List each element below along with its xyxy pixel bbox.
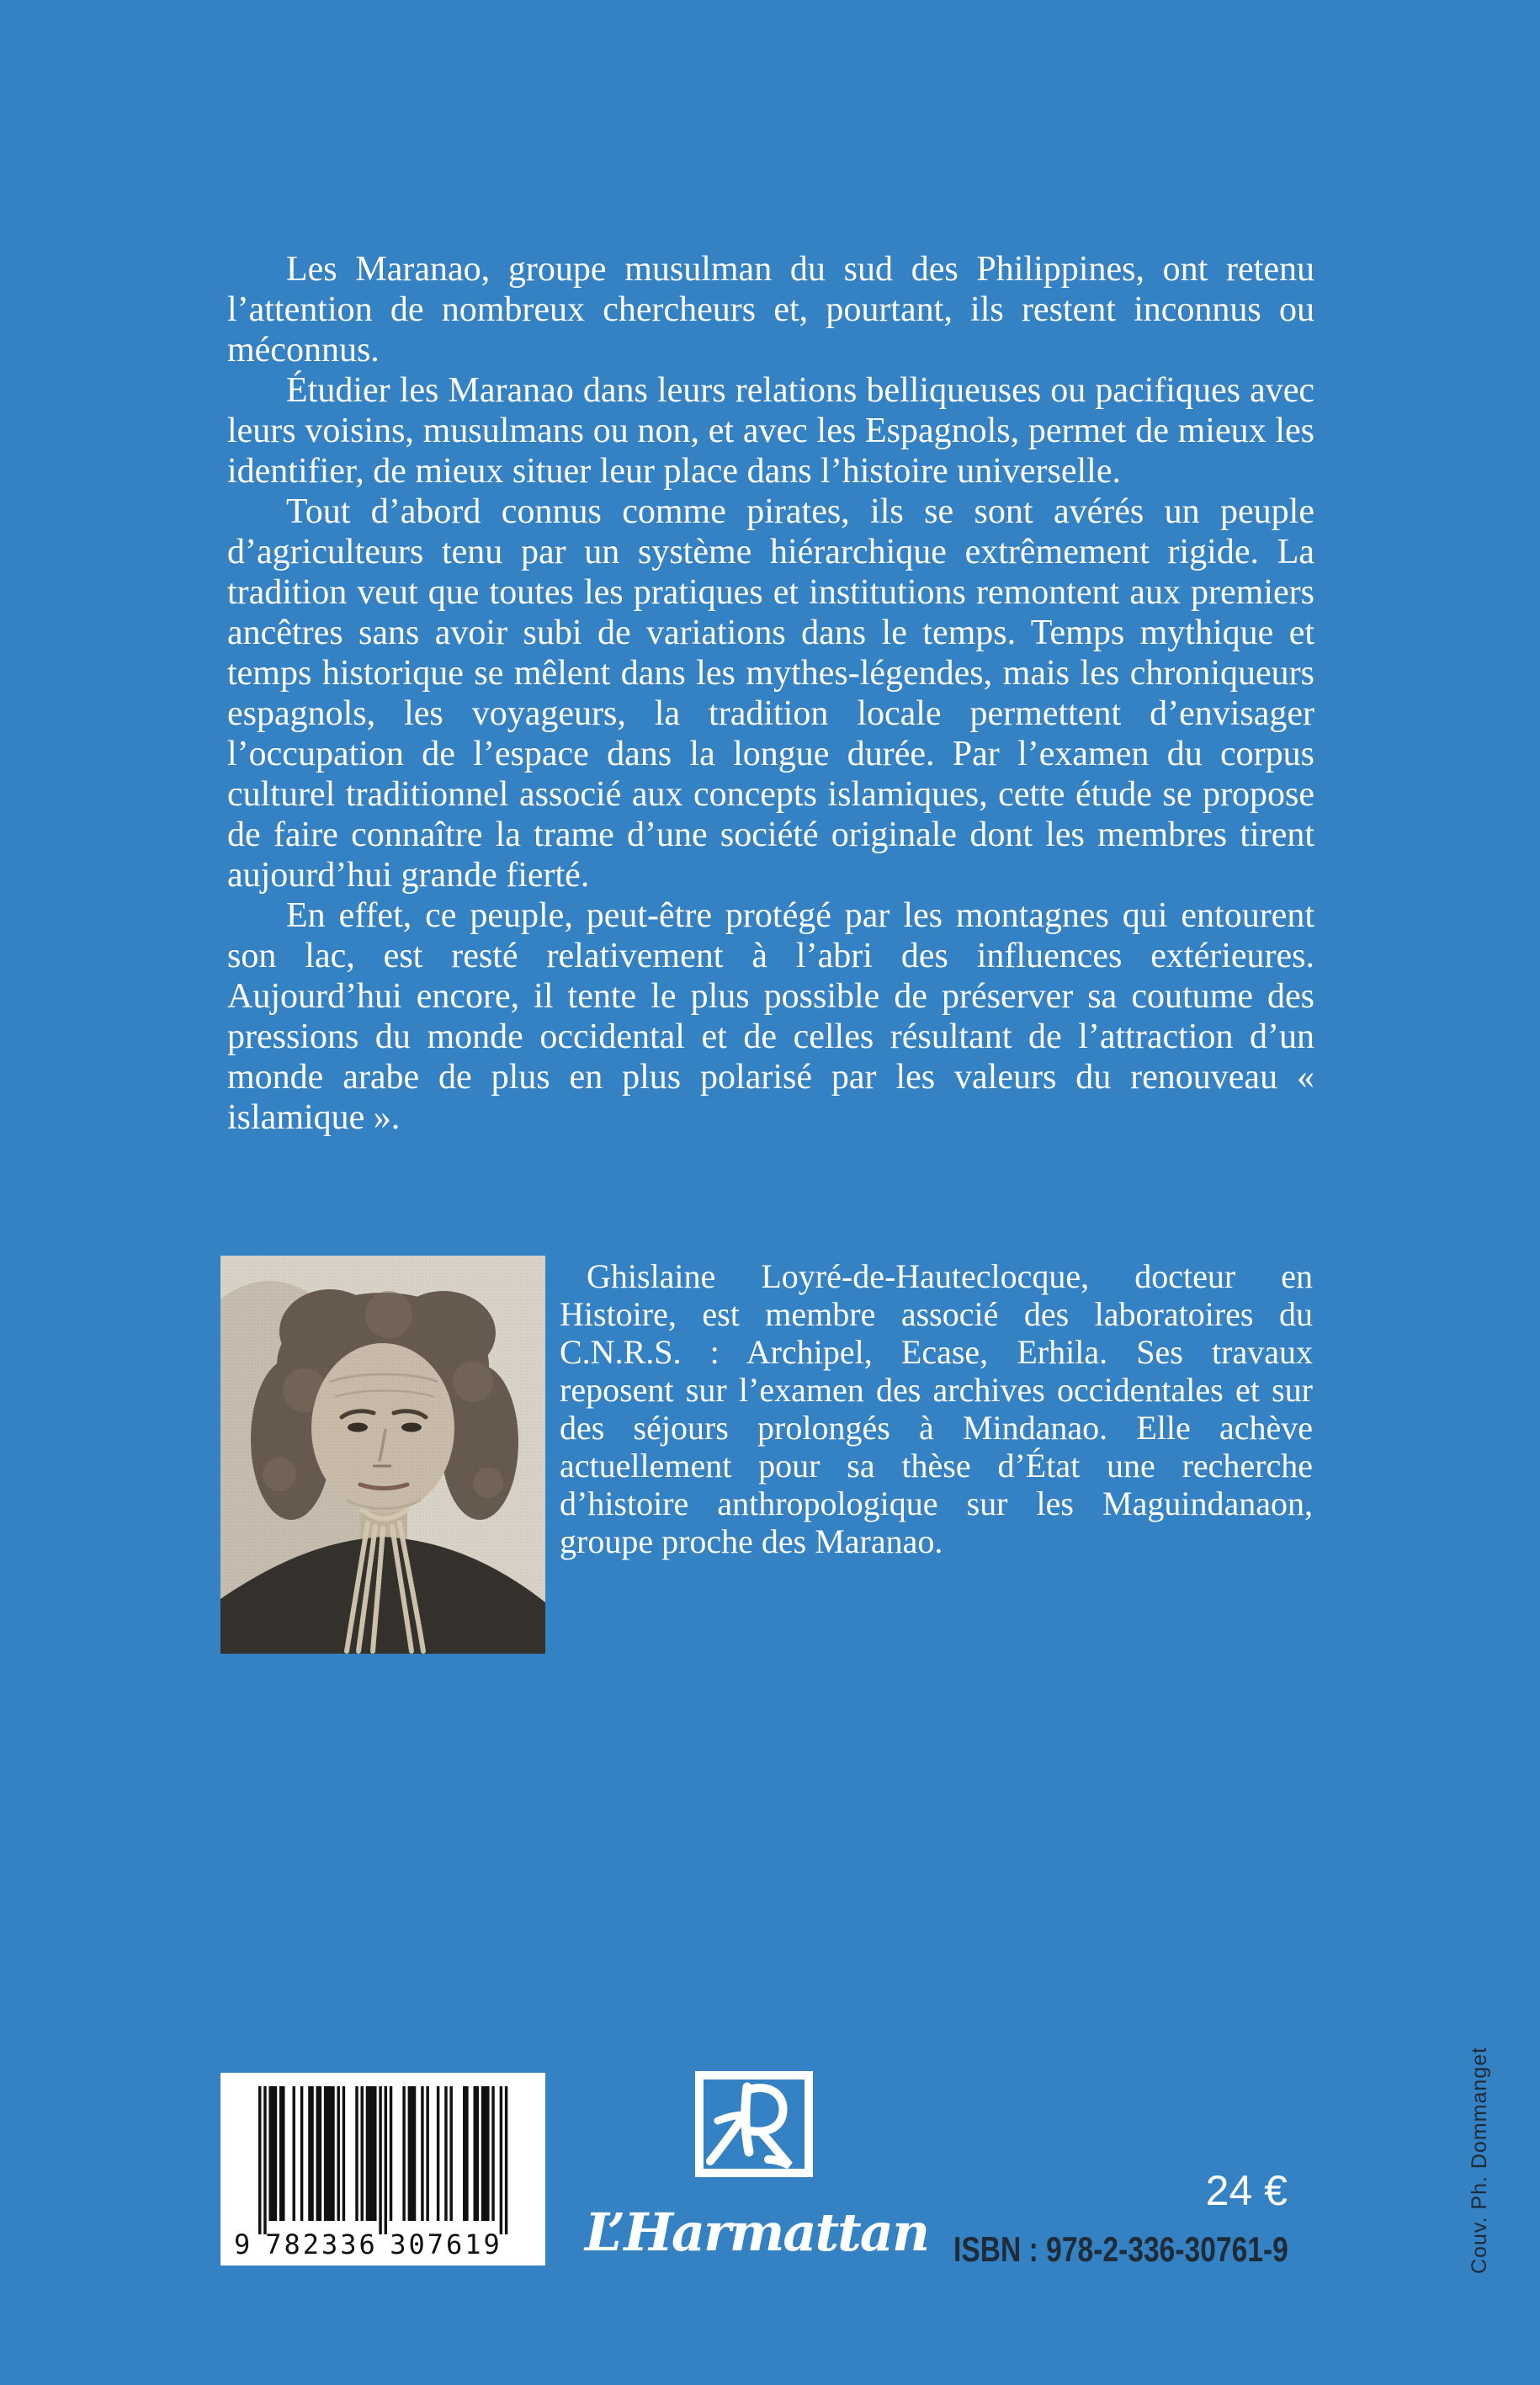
synopsis-paragraph: Étudier les Maranao dans leurs relations belliqueuses ou pacifiques avec leurs voisins, musulmans ou non, et avec les Espagnols, permet de mieux les identifier, de mieux situer leur place dans l’histoire universelle. xyxy=(227,371,1314,491)
author-photo xyxy=(220,1256,545,1654)
synopsis-paragraph: Les Maranao, groupe musulman du sud des Philippines, ont retenu l’attention de nombreux chercheurs et, pourtant, ils restent inconnus ou méconnus. xyxy=(227,250,1314,369)
author-bio xyxy=(560,1257,1313,1560)
publisher-name: L’Harmattan xyxy=(585,2202,929,2263)
isbn-text: ISBN : 978-2-336-30761-9 xyxy=(953,2229,1288,2269)
cover-photo-credit: Couv. Ph. Dommanget xyxy=(1468,2046,1491,2274)
barcode-bars xyxy=(258,2086,507,2234)
synopsis-paragraph: En effet, ce peuple, peut-être protégé par les montagnes qui entourent son lac, est resté relativement à l’abri des influences extérieures. Aujourd’hui encore, il tente le plus possible de préserver sa coutume des pressions du monde occidental et de celles résultant de l’attraction d’un monde arabe de plus en plus polarisé par les valeurs du renouveau « islamique ». xyxy=(227,896,1314,1137)
barcode-digit-left: 9 xyxy=(234,2228,253,2260)
author-bio-text: Ghislaine Loyré-de-Hauteclocque, docteur en Histoire, est membre associé des laboratoires du C.N.R.S. : Archipel, Ecase, Erhila. Ses travaux reposent sur l’examen des archives occidentales et sur des séjours prolongés à Mindanao. Elle achève actuellement pour sa thèse d’État une recherche d’histoire anthropologique sur les Maguindanaon, groupe proche des Maranao. xyxy=(560,1257,1313,1560)
barcode-digit-group2: 307619 xyxy=(390,2228,502,2260)
lharmattan-emblem-icon xyxy=(694,2070,814,2178)
isbn-barcode xyxy=(220,2073,545,2265)
price: 24 € xyxy=(1205,2167,1288,2214)
barcode-digit-group1: 782336 xyxy=(265,2228,378,2260)
synopsis-text xyxy=(227,249,1314,1138)
author-portrait-illustration xyxy=(220,1256,545,1654)
synopsis-paragraph: Tout d’abord connus comme pirates, ils se sont avérés un peuple d’agriculteurs tenu par un système hiérarchique extrêmement rigide. La tradition veut que toutes les pratiques et institutions remontent aux premiers ancêtres sans avoir subi de variations dans le temps. Temps mythique et temps historique se mêlent dans les mythes-légendes, mais les chroniqueurs espagnols, les voyageurs, la tradition locale permettent d’envisager l’occupation de l’espace dans la longue durée. Par l’examen du corpus culturel traditionnel associé aux concepts islamiques, cette étude se propose de faire connaître la trame d’une société originale dont les membres tirent aujourd’hui grande fierté. xyxy=(227,492,1314,895)
